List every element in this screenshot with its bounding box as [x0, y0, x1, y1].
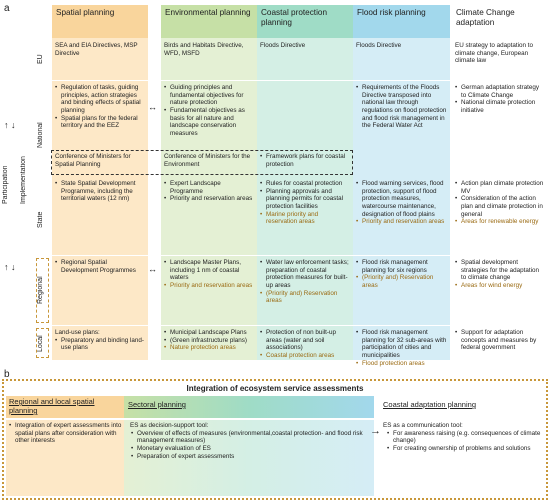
left-right-arrow-icon: ↔	[148, 102, 157, 112]
panel-a-label: a	[4, 3, 10, 14]
regional-spatial	[52, 257, 148, 276]
implementation-label: Implementation	[20, 156, 27, 204]
list-item: • Monetary evaluation of ES	[131, 445, 371, 453]
list-item: • Expert Landscape Programme	[164, 180, 254, 195]
participation-label: Participation	[2, 165, 9, 205]
national-spatial	[52, 82, 148, 132]
list-item: • Priority and reservation areas	[356, 218, 447, 226]
list-item: • Coastal protection areas	[260, 352, 350, 360]
conference-coastal	[257, 151, 353, 170]
eu-environmental: Birds and Habitats Directive, WFD, MSFD	[164, 42, 244, 57]
conference-environmental: Conference of Ministers for the Environment	[164, 153, 251, 168]
header-coastal-protection-planning: Coastal protection planning	[257, 5, 353, 38]
coastal-adaptation-header: Coastal adaptation planning	[383, 400, 476, 409]
header-environmental-planning: Environmental planning	[161, 5, 257, 38]
list-item: • German adaptation strategy to Climate Change	[455, 84, 545, 99]
list-item: • National climate protection initiative	[455, 99, 545, 114]
list-item: • Planning approvals and planning permits for coastal protection facilities	[260, 188, 350, 211]
list-item: • Rules for coastal protection	[260, 180, 350, 188]
local-coastal	[257, 327, 353, 362]
header-climate-change-adaptation: Climate Change adaptation	[456, 8, 515, 27]
sectoral-intro: ES as decision-support tool:	[130, 422, 209, 429]
list-item: • Priority and reservation areas	[164, 195, 254, 203]
sectoral-body	[124, 420, 374, 496]
regional-coastal	[257, 257, 353, 307]
list-item: • For creating ownership of problems and solutions	[387, 445, 543, 453]
list-item: • Marine priority and reservation areas	[260, 211, 350, 226]
eu-spatial: SEA and EIA Directives, MSP Directive	[55, 42, 138, 57]
local-spatial	[52, 327, 148, 354]
regional-environmental	[161, 257, 257, 292]
up-down-arrows-icon: ↑ ↓	[4, 120, 16, 130]
conference-spatial: Conference of Ministers for Spatial Planning	[55, 153, 131, 168]
sectoral-header: Sectoral planning	[124, 396, 374, 418]
list-item: • Areas for wind energy	[455, 282, 545, 290]
level-regional: Regional	[37, 276, 44, 304]
list-item: • (Priority and) Reservation areas	[260, 290, 350, 305]
level-national: National	[37, 122, 44, 148]
list-item: • Areas for renewable energy	[455, 218, 545, 226]
eu-coastal: Floods Directive	[260, 42, 306, 49]
state-flood	[353, 178, 450, 228]
eu-climate: EU strategy to adaptation to climate change, European climate law	[455, 42, 534, 65]
list-item: • Spatial plans for the federal territory and the EEZ	[55, 115, 145, 130]
panel-b-title: Integration of ecosystem service assessments	[186, 384, 364, 393]
national-environmental	[161, 82, 257, 140]
list-item: • Flood protection areas	[356, 360, 447, 368]
regional-flood	[353, 257, 450, 292]
list-item: • Protection of non built-up areas (water and soil associations)	[260, 329, 350, 352]
right-arrow-icon: →	[370, 425, 381, 437]
list-item: • Priority and reservation areas	[164, 282, 254, 290]
row-divider	[35, 255, 550, 256]
header-flood-risk-planning: Flood risk planning	[353, 5, 450, 38]
coastal-adaptation-body	[380, 420, 546, 496]
national-climate	[452, 82, 548, 117]
list-item: • Preparation of expert assessments	[131, 453, 371, 461]
list-item: • Requirements of the Floods Directive transposed into national law through regulations on flood protection and flood risk management in the Federal Water Act	[356, 84, 447, 130]
list-item: • Preparatory and binding land-use plans	[55, 337, 145, 352]
local-flood	[353, 327, 450, 369]
regional-local-header: Regional and local spatial planning	[6, 396, 126, 418]
national-flood	[353, 82, 450, 132]
row-divider	[35, 80, 550, 81]
local-environmental	[161, 327, 257, 354]
eu-flood: Floods Directive	[356, 42, 402, 49]
coastal-adaptation-intro: ES as a communication tool:	[383, 422, 463, 429]
level-local: Local	[37, 335, 44, 353]
left-right-arrow-icon: ↔	[148, 264, 157, 274]
local-spatial-heading: Land-use plans:	[55, 329, 100, 336]
list-item: • Flood risk management planning for six regions	[356, 259, 447, 274]
list-item: • Action plan climate protection MV	[455, 180, 545, 195]
regional-climate	[452, 257, 548, 292]
up-down-arrows-icon: ↑ ↓	[4, 262, 16, 272]
state-coastal	[257, 178, 353, 228]
list-item: • Fundamental objectives as basis for all nature and landscape conservation measures	[164, 107, 254, 138]
regional-local-body	[6, 420, 126, 496]
list-item: • Flood risk management planning for 32 sub-areas with participation of cities and municipalities	[356, 329, 447, 360]
state-environmental	[161, 178, 257, 205]
list-item: • Landscape Master Plans, including 1 nm of coastal waters	[164, 259, 254, 282]
state-climate	[452, 178, 548, 228]
list-item: • Regional Spatial Development Programmes	[55, 259, 145, 274]
list-item: • Water law enforcement tasks; preparation of coastal protection measures for built-up areas	[260, 259, 350, 290]
state-spatial	[52, 178, 148, 205]
list-item: • (Priority and) Reservation areas	[356, 274, 447, 289]
level-eu: EU	[37, 54, 44, 64]
list-item: • Guiding principles and fundamental objectives for nature protection	[164, 84, 254, 107]
list-item: • Spatial development strategies for the adaptation to climate change	[455, 259, 545, 282]
list-item: • Municipal Landscape Plans	[164, 329, 254, 337]
list-item: • For awareness raising (e.g. consequences of climate change)	[387, 430, 543, 445]
list-item: • Integration of expert assessments into spatial plans after consideration with other interests	[9, 422, 123, 445]
list-item: • Nature protection areas	[164, 344, 254, 352]
list-item: • Framework plans for coastal protection	[260, 153, 350, 168]
list-item: • Consideration of the action plan and climate protection in general	[455, 195, 545, 218]
list-item: • Flood warning services, flood protection, support of flood protection measures, watercourse maintenance, designation of flood plains	[356, 180, 447, 218]
panel-b-label: b	[4, 369, 10, 380]
list-item: • Support for adaptation concepts and measures by federal government	[455, 329, 545, 352]
list-item: • State Spatial Development Programme, including the territorial waters (12 nm)	[55, 180, 145, 203]
local-climate	[452, 327, 548, 354]
list-item: • (Green infrastructure plans)	[164, 337, 254, 345]
level-state: State	[37, 211, 44, 229]
list-item: • Regulation of tasks, guiding principles, action strategies and binding effects of spatial planning	[55, 84, 145, 115]
header-spatial-planning: Spatial planning	[52, 5, 148, 38]
list-item: • Overview of effects of measures (environmental,coastal protection- and flood risk management measures)	[131, 430, 371, 445]
row-divider	[35, 325, 550, 326]
